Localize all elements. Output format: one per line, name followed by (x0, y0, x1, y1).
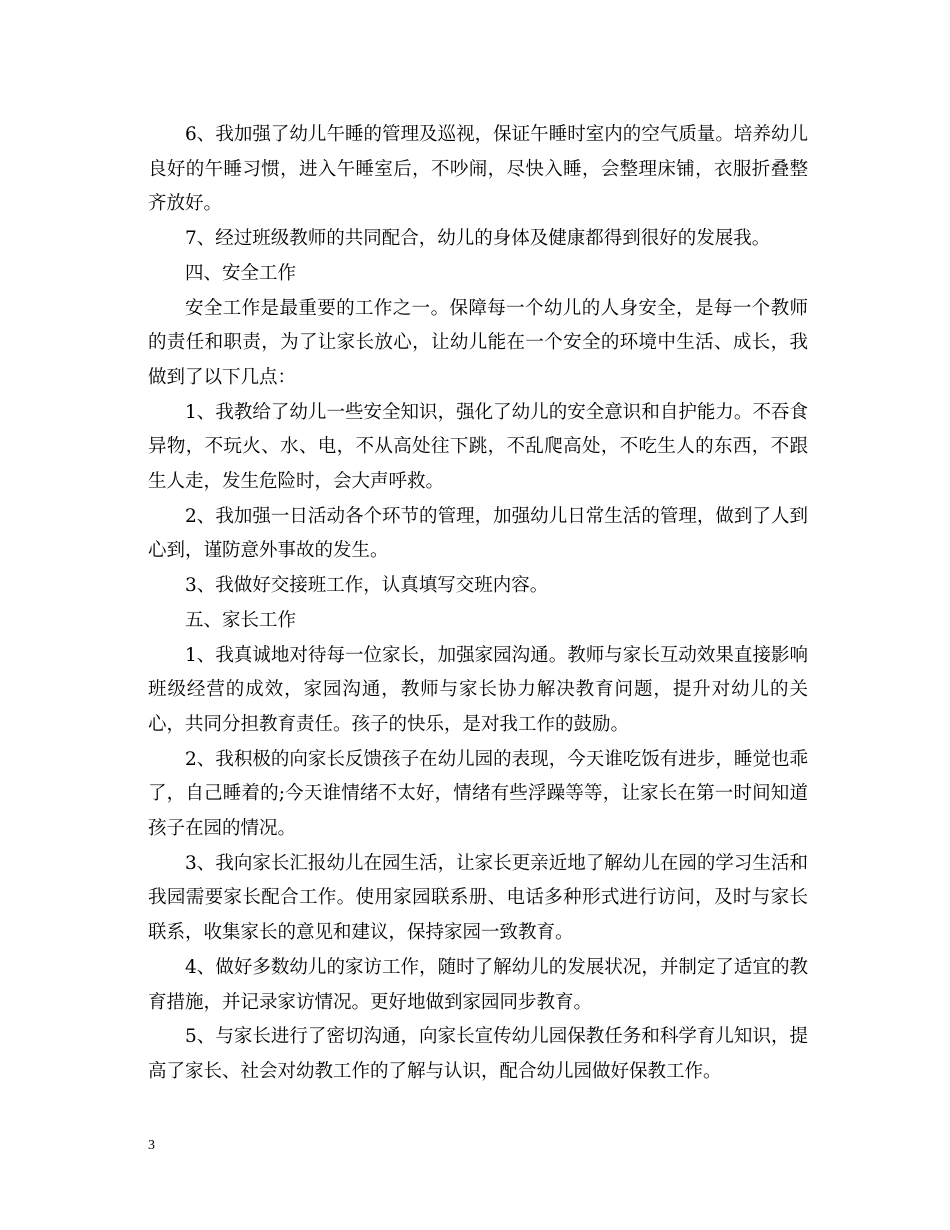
paragraph-daily-management: 2、我加强一日活动各个环节的管理，加强幼儿日常生活的管理，做到了人到心到，谨防意外事故的发生。 (148, 505, 808, 562)
page-number: 3 (148, 1138, 155, 1153)
paragraph-health-development: 7、经过班级教师的共同配合，幼儿的身体及健康都得到很好的发展我。 (185, 228, 771, 250)
paragraph-parent-feedback: 2、我积极的向家长反馈孩子在幼儿园的表现，今天谁吃饭有进步，睡觉也乖了，自己睡着的;今天谁情绪不太好，情绪有些浮躁等等，让家长在第一时间知道孩子在园的情况。 (148, 748, 808, 840)
page-body (148, 118, 808, 1090)
paragraph-shift-handover: 3、我做好交接班工作，认真填写交班内容。 (185, 575, 549, 597)
heading-parent-work: 五、家长工作 (185, 609, 297, 631)
heading-safety-work: 四、安全工作 (185, 262, 297, 284)
paragraph-nap-management: 6、我加强了幼儿午睡的管理及巡视，保证午睡时室内的空气质量。培养幼儿良好的午睡习惯，进入午睡室后，不吵闹，尽快入睡，会整理床铺，衣服折叠整齐放好。 (148, 124, 808, 215)
paragraph-parent-report: 3、我向家长汇报幼儿在园生活，让家长更亲近地了解幼儿在园的学习生活和我园需要家长配合工作。使用家园联系册、电话多种形式进行访问，及时与家长联系，收集家长的意见和建议，保持家园一致教育。 (148, 852, 808, 944)
paragraph-safety-knowledge: 1、我教给了幼儿一些安全知识，强化了幼儿的安全意识和自护能力。不吞食异物，不玩火、水、电，不从高处往下跳，不乱爬高处，不吃生人的东西，不跟生人走，发生危险时，会大声呼救。 (148, 401, 808, 493)
paragraph-safety-intro: 安全工作是最重要的工作之一。保障每一个幼儿的人身安全，是每一个教师的责任和职责，为了让家长放心，让幼儿能在一个安全的环境中生活、成长，我做到了以下几点： (148, 297, 808, 388)
paragraph-parent-education: 5、与家长进行了密切沟通，向家长宣传幼儿园保教任务和科学育儿知识，提高了家长、社会对幼教工作的了解与认识，配合幼儿园做好保教工作。 (148, 1026, 808, 1082)
paragraph-parent-communication: 1、我真诚地对待每一位家长，加强家园沟通。教师与家长互动效果直接影响班级经营的成效，家园沟通，教师与家长协力解决教育问题，提升对幼儿的关心，共同分担教育责任。孩子的快乐，是对我工作的鼓励。 (148, 644, 808, 735)
paragraph-home-visits: 4、做好多数幼儿的家访工作，随时了解幼儿的发展状况，并制定了适宜的教育措施，并记录家访情况。更好地做到家园同步教育。 (148, 956, 808, 1013)
